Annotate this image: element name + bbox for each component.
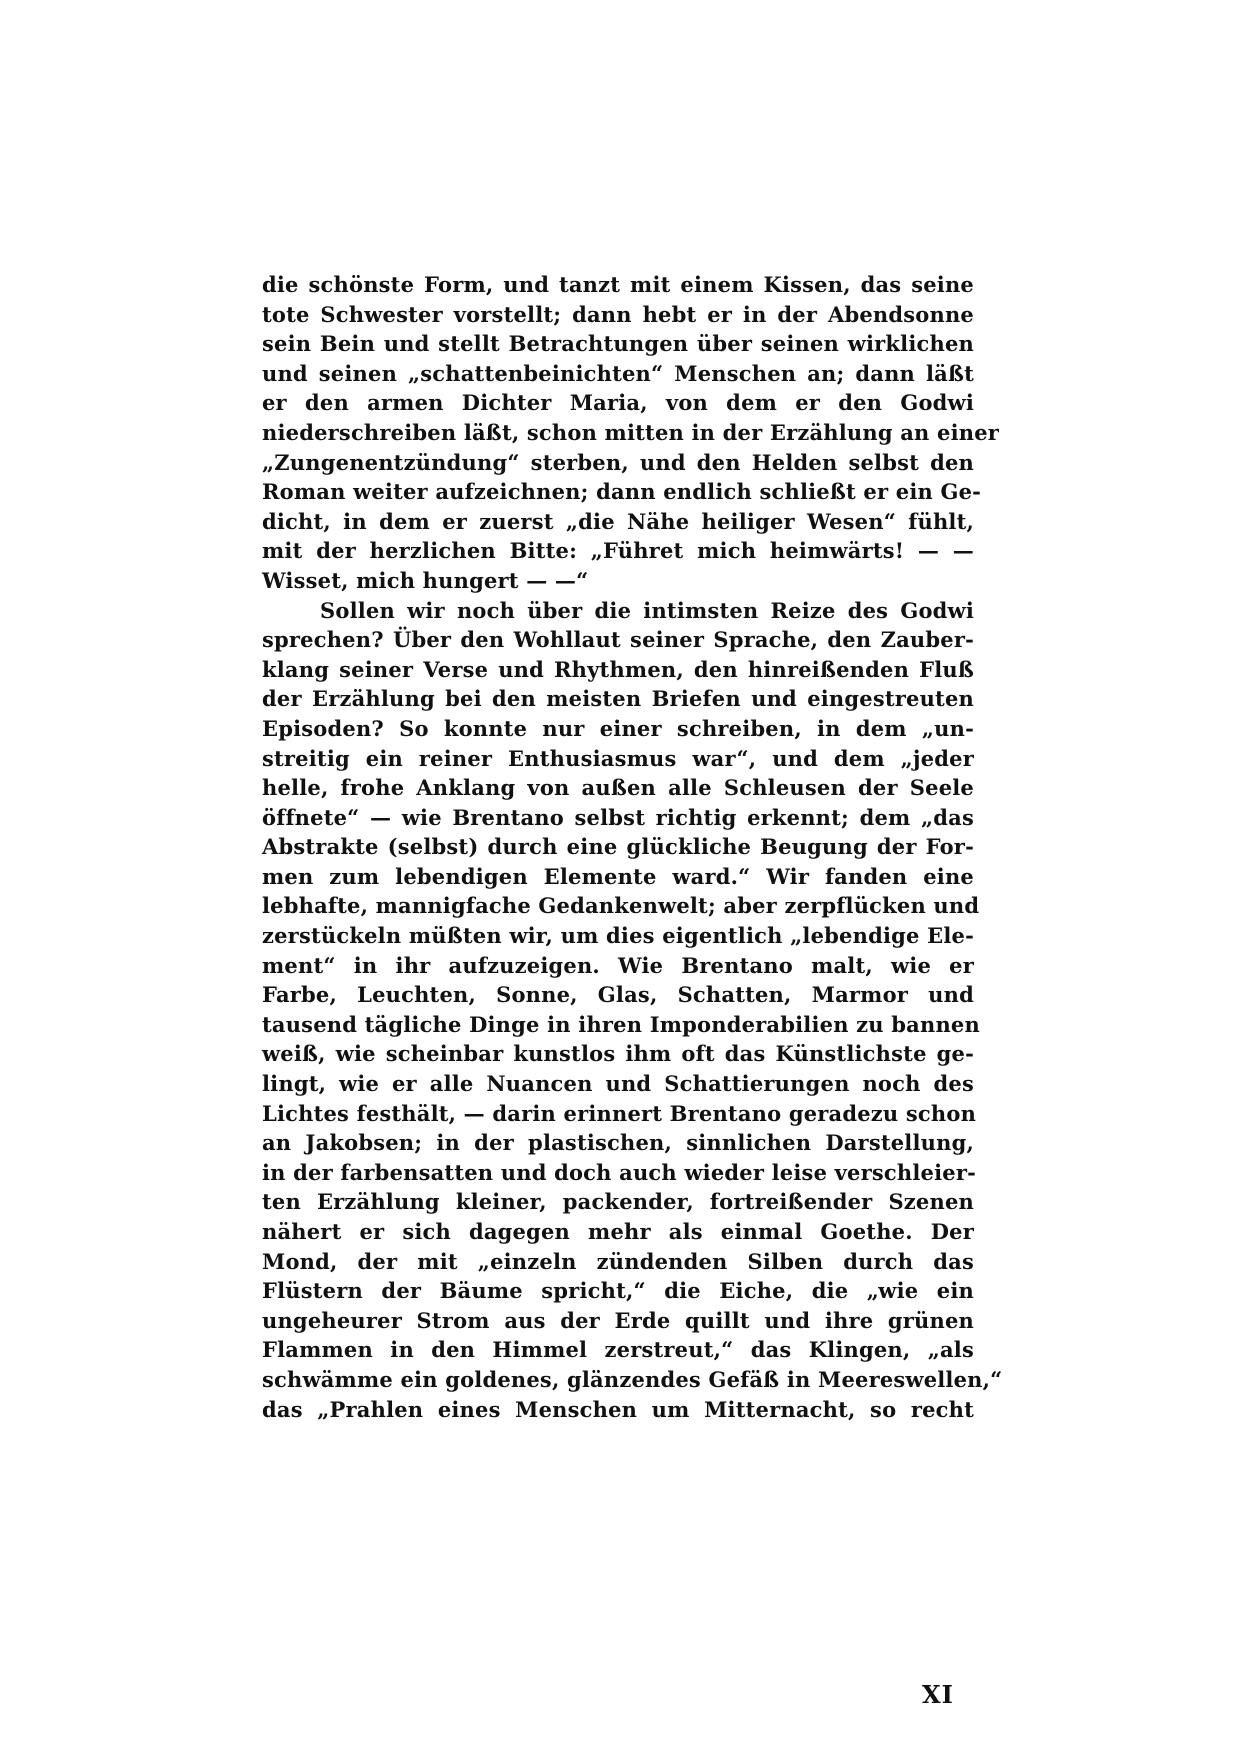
text-line: das „Prahlen eines Menschen um Mitternacht, so recht <box>262 1396 974 1422</box>
text-line: und seinen „schattenbeinichten“ Menschen an; dann läßt <box>262 360 974 386</box>
body-text <box>262 270 1003 1424</box>
text-line: Mond, der mit „einzeln zündenden Silben durch das <box>262 1248 974 1274</box>
text-line: sein Bein und stellt Betrachtungen über seinen wirklichen <box>262 331 974 357</box>
text-line: er den armen Dichter Maria, von dem er den Godwi <box>262 390 974 416</box>
page-number: XI <box>922 1680 954 1709</box>
text-line: Farbe, Leuchten, Sonne, Glas, Schatten, Marmor und <box>262 982 974 1008</box>
text-line: zerstückeln müßten wir, um dies eigentlich „lebendige Ele- <box>262 923 974 949</box>
text-line: Abstrakte (selbst) durch eine glückliche Beugung der For- <box>262 834 974 860</box>
text-line: Roman weiter aufzeichnen; dann endlich schließt er ein Ge- <box>262 479 982 505</box>
text-line: men zum lebendigen Elemente ward.“ Wir fanden eine <box>262 863 974 889</box>
text-line: tote Schwester vorstellt; dann hebt er in der Abendsonne <box>262 301 974 327</box>
text-line: lingt, wie er alle Nuancen und Schattierungen noch des <box>262 1071 974 1097</box>
text-line: klang seiner Verse und Rhythmen, den hinreißenden Fluß <box>262 656 974 682</box>
text-line: niederschreiben läßt, schon mitten in der Erzählung an einer <box>262 419 1000 445</box>
text-line: der Erzählung bei den meisten Briefen und eingestreuten <box>262 686 974 712</box>
text-line: weiß, wie scheinbar kunstlos ihm oft das Künstlichste ge- <box>262 1041 974 1067</box>
text-line: öffnete“ — wie Brentano selbst richtig erkennt; dem „das <box>262 804 974 830</box>
text-line: Episoden? So konnte nur einer schreiben, in dem „un- <box>262 715 974 741</box>
text-line: schwämme ein goldenes, glänzendes Gefäß in Meereswellen,“ <box>262 1366 1003 1392</box>
text-line: ungeheurer Strom aus der Erde quillt und ihre grünen <box>262 1307 974 1333</box>
text-line: sprechen? Über den Wohllaut seiner Sprache, den Zauber- <box>262 627 974 653</box>
text-line: streitig ein reiner Enthusiasmus war“, und dem „jeder <box>262 745 974 771</box>
text-line: die schönste Form, und tanzt mit einem Kissen, das seine <box>262 272 974 297</box>
text-line: lebhafte, mannigfache Gedankenwelt; aber zerpflücken und <box>262 893 980 919</box>
text-line: „Zungenentzündung“ sterben, und den Helden selbst den <box>262 449 974 475</box>
text-line: ten Erzählung kleiner, packender, fortreißender Szenen <box>262 1189 974 1215</box>
text-line: in der farbensatten und doch auch wieder leise verschleier- <box>262 1159 976 1185</box>
text-line: ment“ in ihr aufzuzeigen. Wie Brentano malt, wie er <box>262 952 974 978</box>
paragraph-start-line: Sollen wir noch über die intimsten Reize des Godwi <box>320 597 974 623</box>
text-line: helle, frohe Anklang von außen alle Schleusen der Seele <box>262 775 974 801</box>
text-line: nähert er sich dagegen mehr als einmal Goethe. Der <box>262 1219 974 1244</box>
text-line: Lichtes festhält, — darin erinnert Brentano geradezu schon <box>262 1100 977 1126</box>
text-line: Flammen in den Himmel zerstreut,“ das Klingen, „als <box>262 1337 974 1363</box>
text-line: Flüstern der Bäume spricht,“ die Eiche, die „wie ein <box>262 1278 974 1304</box>
text-line: mit der herzlichen Bitte: „Führet mich heimwärts! — — <box>262 538 974 564</box>
text-line: tausend tägliche Dinge in ihren Imponderabilien zu bannen <box>262 1011 980 1037</box>
paragraph-end-line: Wisset, mich hungert — —“ <box>262 567 589 593</box>
text-line: dicht, in dem er zuerst „die Nähe heiliger Wesen“ fühlt, <box>262 508 974 534</box>
text-line: an Jakobsen; in der plastischen, sinnlichen Darstellung, <box>262 1130 974 1156</box>
